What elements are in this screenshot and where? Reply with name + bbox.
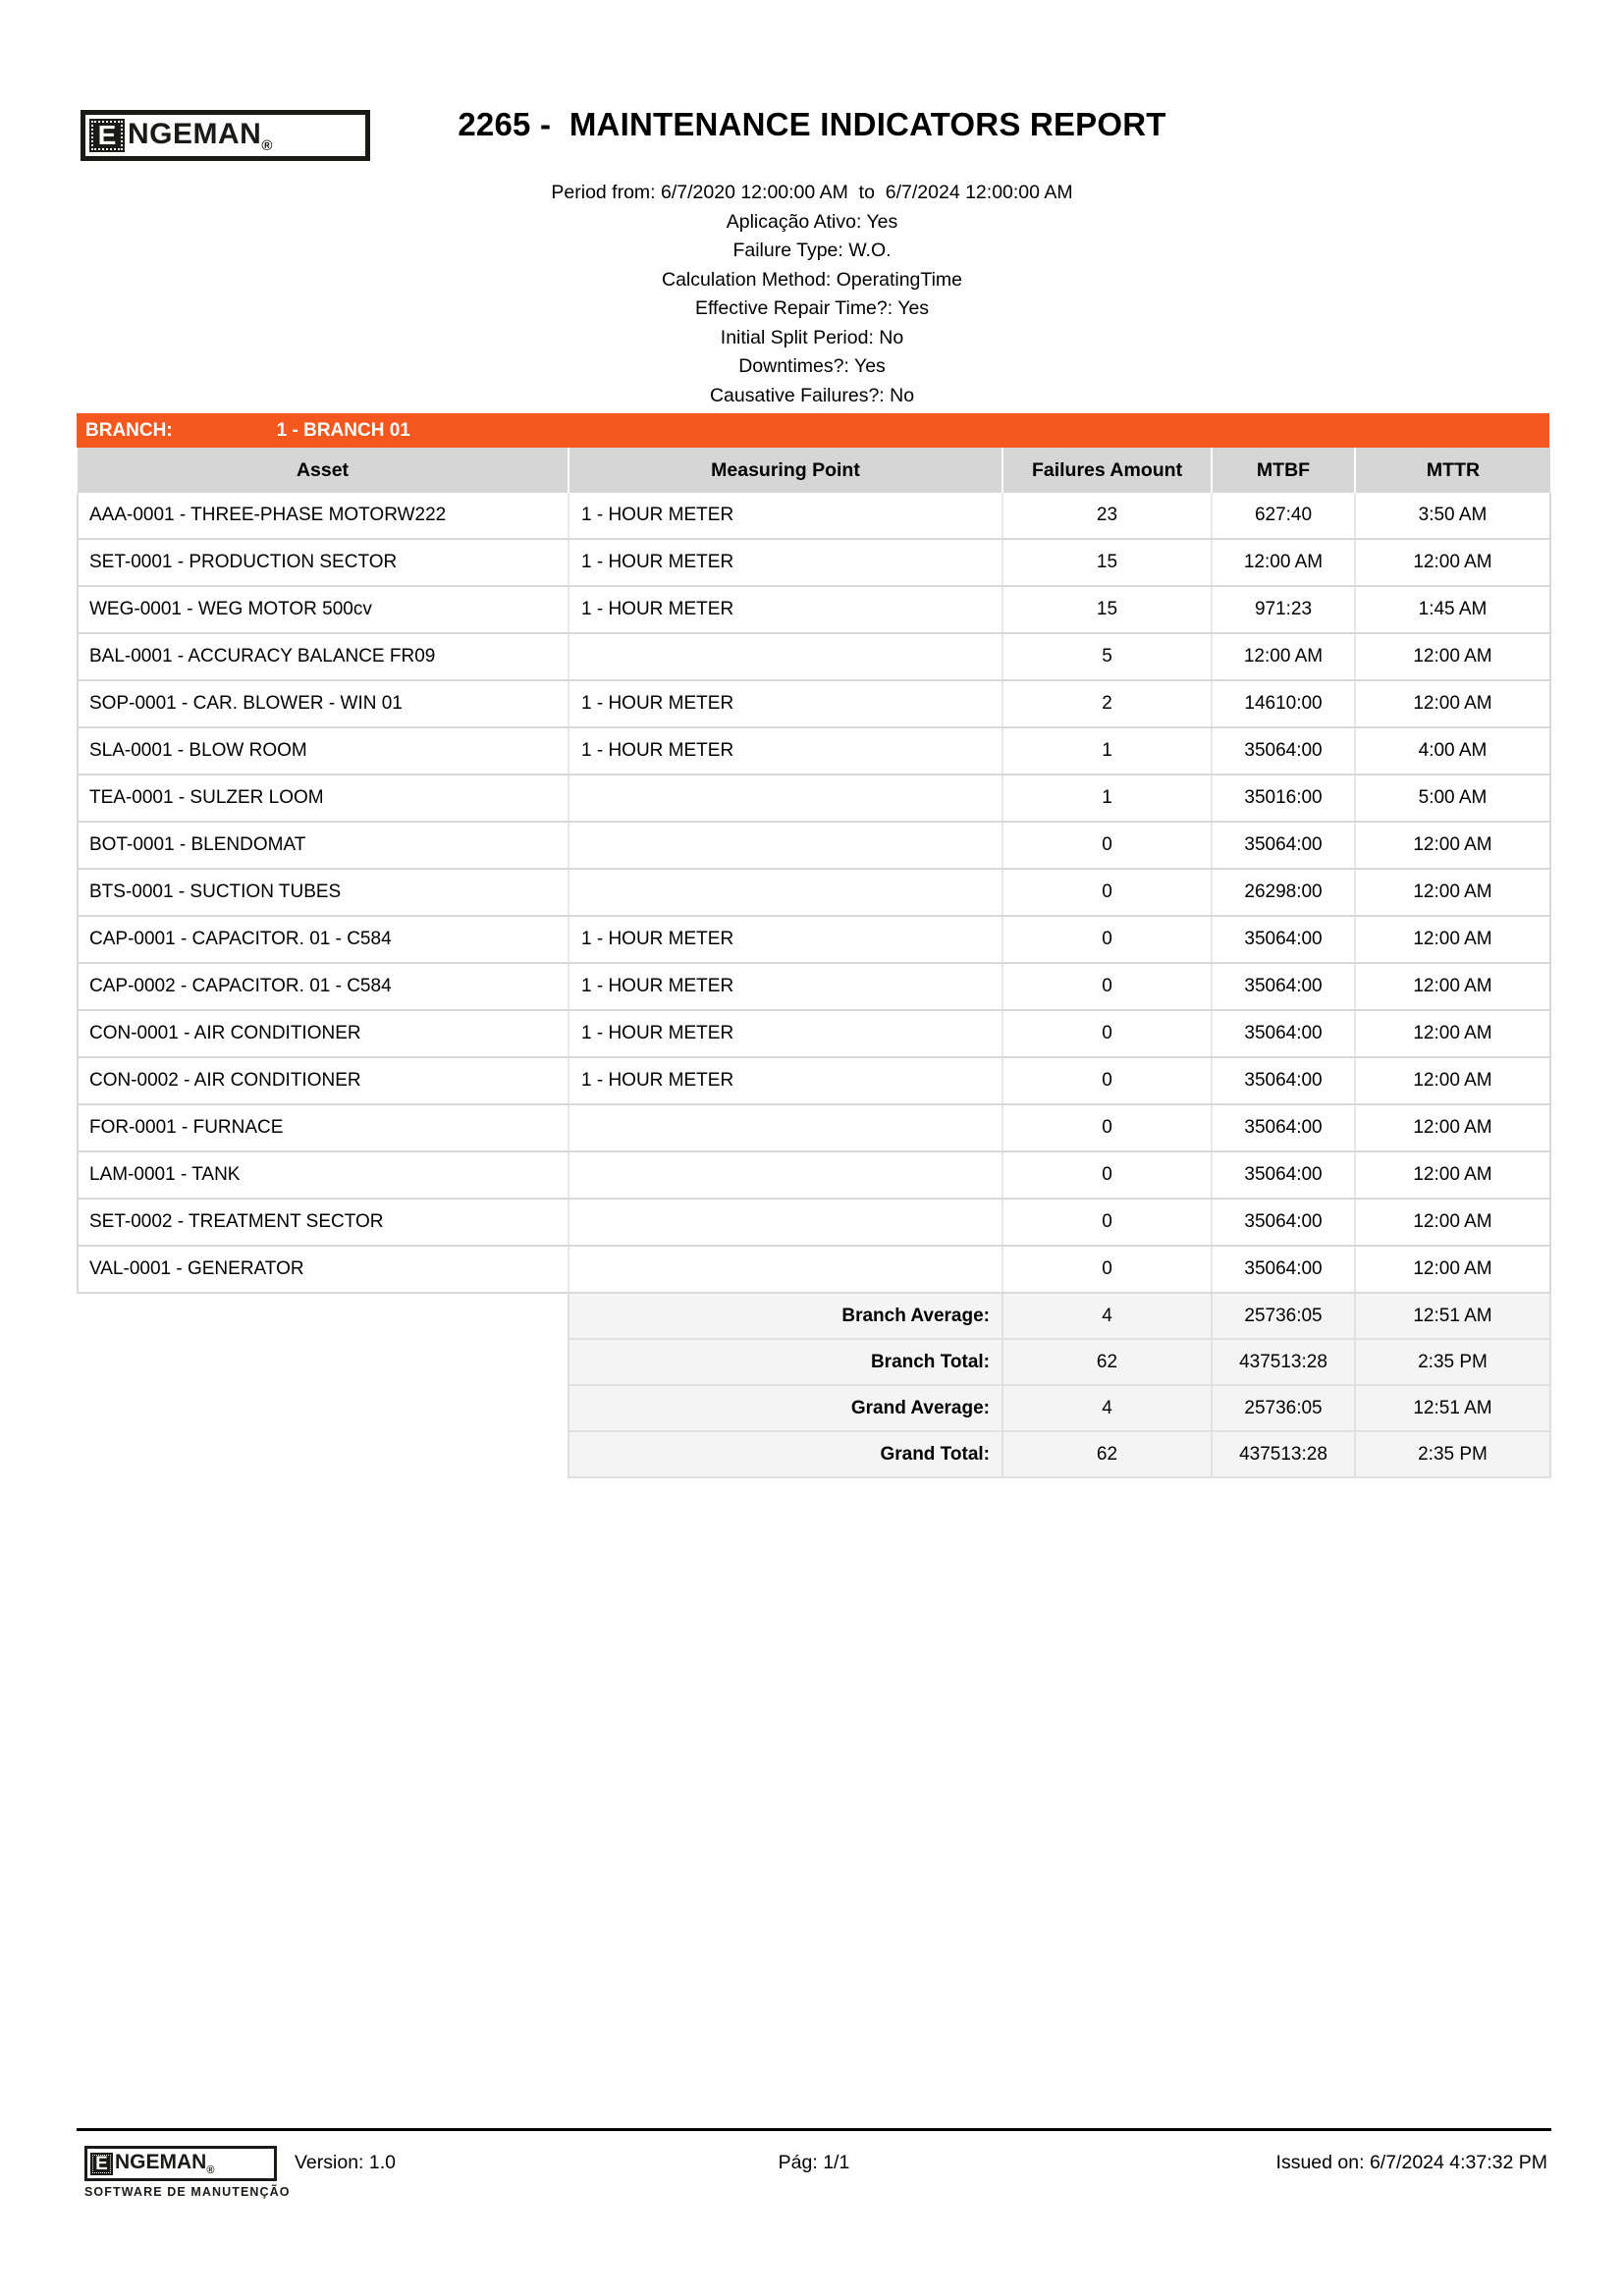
- table-cell-failures: 0: [1002, 1246, 1212, 1293]
- table-cell-failures: 15: [1002, 539, 1212, 586]
- column-header-measuring-point: Measuring Point: [568, 448, 1002, 493]
- table-summary-mttr: 2:35 PM: [1355, 1431, 1550, 1477]
- footer-issued-on: Issued on: 6/7/2024 4:37:32 PM: [1275, 2152, 1547, 2173]
- table-cell-asset: CAP-0002 - CAPACITOR. 01 - C584: [78, 963, 568, 1010]
- table-summary-mttr: 2:35 PM: [1355, 1339, 1550, 1385]
- table-cell-mttr: 12:00 AM: [1355, 539, 1550, 586]
- table-cell-measuring-point: 1 - HOUR METER: [568, 1010, 1002, 1057]
- table-summary-mttr: 12:51 AM: [1355, 1385, 1550, 1431]
- table-cell-failures: 0: [1002, 916, 1212, 963]
- table-cell-mtbf: 35064:00: [1212, 1199, 1355, 1246]
- table-cell-failures: 1: [1002, 727, 1212, 774]
- branch-header-bar: [77, 413, 1549, 448]
- table-cell-mtbf: 35064:00: [1212, 1057, 1355, 1104]
- table-cell-mttr: 12:00 AM: [1355, 633, 1550, 680]
- table-summary-mtbf: 437513:28: [1212, 1431, 1355, 1477]
- table-cell-asset: CON-0002 - AIR CONDITIONER: [78, 1057, 568, 1104]
- table-cell-mtbf: 26298:00: [1212, 869, 1355, 916]
- table-cell-asset: CON-0001 - AIR CONDITIONER: [78, 1010, 568, 1057]
- footer-registered-trademark-icon: ®: [206, 2164, 215, 2177]
- table-summary-body: [78, 1293, 1550, 1477]
- branch-label: BRANCH:: [85, 419, 173, 441]
- parameter-effective-repair-time: Effective Repair Time?: Yes: [694, 297, 930, 319]
- table-row: [78, 633, 1550, 680]
- table-cell-asset: SOP-0001 - CAR. BLOWER - WIN 01: [78, 680, 568, 727]
- parameter-calculation-method: Calculation Method: OperatingTime: [661, 268, 962, 291]
- table-summary-row: [78, 1293, 1550, 1339]
- table-cell-mttr: 12:00 AM: [1355, 1199, 1550, 1246]
- table-summary-spacer: [78, 1431, 568, 1477]
- table-cell-failures: 5: [1002, 633, 1212, 680]
- table-cell-mttr: 12:00 AM: [1355, 1010, 1550, 1057]
- table-cell-asset: BAL-0001 - ACCURACY BALANCE FR09: [78, 633, 568, 680]
- parameter-aplicacao-ativo: Aplicação Ativo: Yes: [726, 210, 898, 233]
- table-cell-measuring-point: [568, 1246, 1002, 1293]
- table-row: [78, 1199, 1550, 1246]
- table-cell-failures: 15: [1002, 586, 1212, 633]
- table-summary-mttr: 12:51 AM: [1355, 1293, 1550, 1339]
- table-summary-mtbf: 25736:05: [1212, 1293, 1355, 1339]
- table-summary-spacer: [78, 1339, 568, 1385]
- table-cell-mtbf: 35064:00: [1212, 1010, 1355, 1057]
- table-summary-failures: 62: [1002, 1339, 1212, 1385]
- table-row: [78, 869, 1550, 916]
- table-cell-asset: VAL-0001 - GENERATOR: [78, 1246, 568, 1293]
- table-summary-label: Branch Average:: [568, 1293, 1002, 1339]
- column-header-mtbf: MTBF: [1212, 448, 1355, 493]
- table-cell-measuring-point: [568, 869, 1002, 916]
- table-cell-mttr: 3:50 AM: [1355, 493, 1550, 539]
- table-cell-mttr: 12:00 AM: [1355, 1246, 1550, 1293]
- report-footer: [77, 2146, 1551, 2234]
- footer-version: Version: 1.0: [295, 2152, 396, 2173]
- footer-tagline: SOFTWARE DE MANUTENÇÃO: [84, 2185, 291, 2199]
- table-cell-mtbf: 12:00 AM: [1212, 633, 1355, 680]
- logo-word-text: NGEMAN: [128, 117, 262, 150]
- table-body: [78, 493, 1550, 1293]
- table-cell-measuring-point: 1 - HOUR METER: [568, 680, 1002, 727]
- table-summary-label: Branch Total:: [568, 1339, 1002, 1385]
- column-header-failures-amount: Failures Amount: [1002, 448, 1212, 493]
- table-cell-failures: 0: [1002, 822, 1212, 869]
- table-cell-mttr: 12:00 AM: [1355, 869, 1550, 916]
- table-cell-failures: 0: [1002, 1057, 1212, 1104]
- table-cell-measuring-point: 1 - HOUR METER: [568, 727, 1002, 774]
- table-cell-mtbf: 14610:00: [1212, 680, 1355, 727]
- table-summary-spacer: [78, 1385, 568, 1431]
- table-cell-mttr: 12:00 AM: [1355, 963, 1550, 1010]
- table-cell-mttr: 12:00 AM: [1355, 916, 1550, 963]
- table-summary-failures: 4: [1002, 1385, 1212, 1431]
- table-cell-asset: CAP-0001 - CAPACITOR. 01 - C584: [78, 916, 568, 963]
- table-cell-mttr: 12:00 AM: [1355, 822, 1550, 869]
- logo-e-mark-icon: E: [89, 119, 125, 152]
- table-cell-failures: 23: [1002, 493, 1212, 539]
- table-cell-measuring-point: 1 - HOUR METER: [568, 1057, 1002, 1104]
- footer-divider: [77, 2128, 1551, 2131]
- parameter-causative-failures: Causative Failures?: No: [709, 384, 915, 406]
- parameter-failure-type: Failure Type: W.O.: [732, 240, 892, 261]
- table-row: [78, 680, 1550, 727]
- table-row: [78, 1104, 1550, 1151]
- table-cell-mtbf: 35064:00: [1212, 1104, 1355, 1151]
- table-summary-mtbf: 437513:28: [1212, 1339, 1355, 1385]
- table-summary-row: [78, 1339, 1550, 1385]
- parameter-period: Period from: 6/7/2020 12:00:00 AM to 6/7/2024 12:00:00 AM: [551, 182, 1073, 203]
- page-title: 2265 - MAINTENANCE INDICATORS REPORT: [458, 106, 1166, 142]
- table-summary-mtbf: 25736:05: [1212, 1385, 1355, 1431]
- table-header: [78, 448, 1550, 493]
- table-cell-asset: SLA-0001 - BLOW ROOM: [78, 727, 568, 774]
- table-cell-measuring-point: [568, 1199, 1002, 1246]
- table-cell-measuring-point: [568, 822, 1002, 869]
- table-cell-mtbf: 35064:00: [1212, 1246, 1355, 1293]
- table-summary-row: [78, 1385, 1550, 1431]
- table-cell-asset: SET-0001 - PRODUCTION SECTOR: [78, 539, 568, 586]
- table-cell-measuring-point: [568, 633, 1002, 680]
- table-summary-label: Grand Average:: [568, 1385, 1002, 1431]
- table-summary-failures: 62: [1002, 1431, 1212, 1477]
- table-row: [78, 822, 1550, 869]
- table-cell-measuring-point: 1 - HOUR METER: [568, 586, 1002, 633]
- branch-value: 1 - BRANCH 01: [276, 419, 410, 441]
- maintenance-indicators-table: [77, 448, 1551, 1478]
- table-row: [78, 916, 1550, 963]
- table-row: [78, 539, 1550, 586]
- table-cell-failures: 0: [1002, 1010, 1212, 1057]
- table-cell-failures: 0: [1002, 869, 1212, 916]
- table-cell-failures: 0: [1002, 1199, 1212, 1246]
- table-cell-measuring-point: 1 - HOUR METER: [568, 916, 1002, 963]
- report-parameters: [0, 179, 1624, 410]
- table-cell-measuring-point: 1 - HOUR METER: [568, 963, 1002, 1010]
- table-cell-asset: TEA-0001 - SULZER LOOM: [78, 774, 568, 822]
- table-cell-failures: 0: [1002, 1151, 1212, 1199]
- table-row: [78, 1010, 1550, 1057]
- table-row: [78, 727, 1550, 774]
- table-cell-mtbf: 35064:00: [1212, 822, 1355, 869]
- table-cell-failures: 0: [1002, 1104, 1212, 1151]
- table-row: [78, 774, 1550, 822]
- table-cell-asset: SET-0002 - TREATMENT SECTOR: [78, 1199, 568, 1246]
- table-cell-mttr: 12:00 AM: [1355, 1151, 1550, 1199]
- table-cell-mtbf: 971:23: [1212, 586, 1355, 633]
- column-header-mttr: MTTR: [1355, 448, 1550, 493]
- table-summary-label: Grand Total:: [568, 1431, 1002, 1477]
- table-cell-mtbf: 35016:00: [1212, 774, 1355, 822]
- table-cell-asset: LAM-0001 - TANK: [78, 1151, 568, 1199]
- table-cell-mtbf: 35064:00: [1212, 727, 1355, 774]
- table-row: [78, 963, 1550, 1010]
- table-cell-measuring-point: 1 - HOUR METER: [568, 493, 1002, 539]
- table-row: [78, 1151, 1550, 1199]
- table-cell-failures: 1: [1002, 774, 1212, 822]
- footer-logo-e-mark-icon: E: [90, 2153, 113, 2175]
- table-cell-mtbf: 35064:00: [1212, 1151, 1355, 1199]
- table-cell-mtbf: 35064:00: [1212, 963, 1355, 1010]
- table-cell-measuring-point: [568, 1104, 1002, 1151]
- table-cell-failures: 0: [1002, 963, 1212, 1010]
- table-summary-spacer: [78, 1293, 568, 1339]
- table-cell-asset: BOT-0001 - BLENDOMAT: [78, 822, 568, 869]
- table-cell-asset: AAA-0001 - THREE-PHASE MOTORW222: [78, 493, 568, 539]
- table-header-row: [78, 448, 1550, 493]
- footer-page-number: Pág: 1/1: [778, 2152, 850, 2173]
- table-cell-measuring-point: [568, 1151, 1002, 1199]
- table-row: [78, 1057, 1550, 1104]
- table-cell-mttr: 4:00 AM: [1355, 727, 1550, 774]
- table-cell-asset: BTS-0001 - SUCTION TUBES: [78, 869, 568, 916]
- table-row: [78, 493, 1550, 539]
- table-cell-failures: 2: [1002, 680, 1212, 727]
- parameter-initial-split-period: Initial Split Period: No: [720, 326, 904, 348]
- report-header: [0, 0, 1624, 406]
- table-cell-measuring-point: [568, 774, 1002, 822]
- table-cell-mttr: 12:00 AM: [1355, 1104, 1550, 1151]
- table-row: [78, 586, 1550, 633]
- table-cell-mttr: 5:00 AM: [1355, 774, 1550, 822]
- table-cell-mttr: 12:00 AM: [1355, 680, 1550, 727]
- table-cell-asset: WEG-0001 - WEG MOTOR 500cv: [78, 586, 568, 633]
- column-header-asset: Asset: [78, 448, 568, 493]
- parameter-downtimes: Downtimes?: Yes: [738, 355, 886, 377]
- table-summary-row: [78, 1431, 1550, 1477]
- table-summary-failures: 4: [1002, 1293, 1212, 1339]
- table-cell-mtbf: 12:00 AM: [1212, 539, 1355, 586]
- table-cell-measuring-point: 1 - HOUR METER: [568, 539, 1002, 586]
- footer-logo-word-text: NGEMAN: [115, 2150, 207, 2173]
- registered-trademark-icon: ®: [261, 136, 273, 154]
- table-row: [78, 1246, 1550, 1293]
- table-cell-mttr: 12:00 AM: [1355, 1057, 1550, 1104]
- table-cell-mtbf: 627:40: [1212, 493, 1355, 539]
- table-cell-mtbf: 35064:00: [1212, 916, 1355, 963]
- table-cell-mttr: 1:45 AM: [1355, 586, 1550, 633]
- table-cell-asset: FOR-0001 - FURNACE: [78, 1104, 568, 1151]
